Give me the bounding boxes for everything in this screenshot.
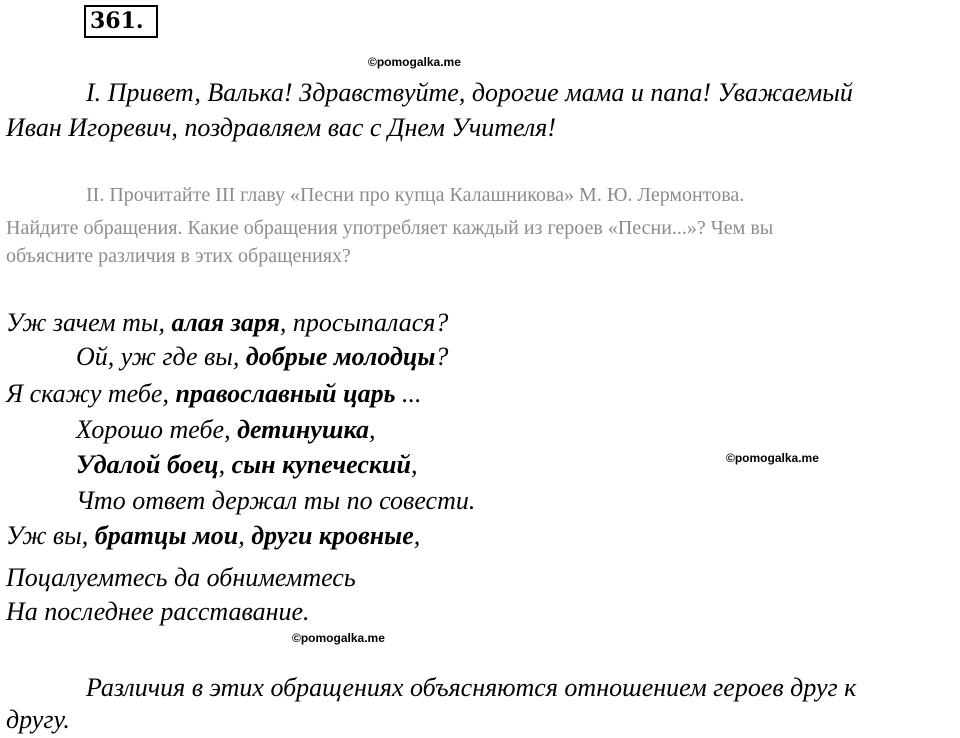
watermark: ©pomogalka.me <box>292 631 385 645</box>
poem-line: Что ответ держал ты по совести. <box>76 486 476 515</box>
poem-line: Уж зачем ты, алая заря, просыпалася? <box>6 308 449 337</box>
conclusion-line2: другу. <box>6 705 70 734</box>
poem-line: На последнее расставание. <box>6 597 310 626</box>
exercise-number: 361. <box>84 5 158 38</box>
part1-line1: I. Привет, Валька! Здравствуйте, дорогие мама и папа! Уважаемый <box>86 78 853 107</box>
part1-line2: Иван Игоревич, поздравляем вас с Днем Учителя! <box>6 113 556 142</box>
address: други кровные <box>251 521 414 550</box>
watermark: ©pomogalka.me <box>368 55 461 69</box>
conclusion-line1: Различия в этих обращениях объясняются отношением героев друг к <box>86 673 857 702</box>
poem-line: Удалой боец, сын купеческий, <box>76 450 418 479</box>
poem-line: Ой, уж где вы, добрые молодцы? <box>76 342 449 371</box>
poem-line: Поцалуемтесь да обнимемтесь <box>6 563 356 592</box>
address: сын купеческий <box>231 450 411 479</box>
address: братцы мои <box>94 521 239 550</box>
task-line1: II. Прочитайте III главу «Песни про купца Калашникова» М. Ю. Лермонтова. <box>86 184 745 206</box>
poem-line: Хорошо тебе, детинушка, <box>76 415 376 444</box>
watermark: ©pomogalka.me <box>726 451 819 465</box>
address: детинушка <box>237 415 370 444</box>
poem-line: Уж вы, братцы мои, други кровные, <box>6 521 421 550</box>
address: Удалой боец <box>76 450 219 479</box>
poem-line: Я скажу тебе, православный царь ... <box>6 379 422 408</box>
address: православный царь <box>175 379 396 408</box>
task-line3: объясните различия в этих обращениях? <box>6 245 351 267</box>
task-line2: Найдите обращения. Какие обращения употребляет каждый из героев «Песни...»? Чем вы <box>6 217 774 239</box>
address: добрые молодцы <box>245 342 436 371</box>
address: алая заря <box>171 308 280 337</box>
